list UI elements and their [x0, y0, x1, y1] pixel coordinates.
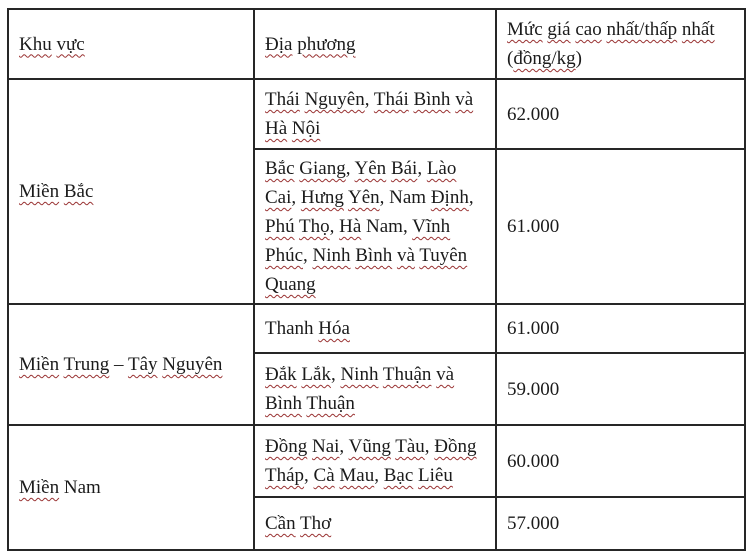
table-row — [8, 304, 745, 353]
spellcheck-word: Thọ — [299, 216, 330, 237]
locality-cell: Thanh Hóa — [254, 304, 496, 353]
spellcheck-word: và — [436, 364, 455, 385]
spellcheck-word: Khu — [19, 33, 52, 55]
price-cell: 57.000 — [496, 497, 745, 550]
price-table — [7, 8, 746, 551]
region-cell: Miền Trung – Tây Nguyên — [8, 304, 254, 425]
spellcheck-word: và — [455, 89, 474, 110]
spellcheck-word: Thái — [373, 89, 409, 110]
price-cell: 61.000 — [496, 304, 745, 353]
spellcheck-word: Phú — [265, 216, 295, 237]
spellcheck-word: Yên — [354, 158, 387, 179]
spellcheck-word: Tháp — [265, 465, 305, 486]
spellcheck-word: Đắk — [265, 364, 297, 385]
header-price: Mức giá cao nhất/thấp nhất (đồng/kg) — [496, 9, 745, 79]
spellcheck-word: Tàu — [395, 436, 425, 457]
spellcheck-word: Thái — [265, 89, 300, 110]
spellcheck-word: Đồng — [434, 436, 477, 457]
spellcheck-word: Miền — [19, 181, 60, 202]
spellcheck-word: Cần — [265, 513, 296, 534]
spellcheck-word: Bình — [413, 89, 451, 110]
spellcheck-word: Mau — [339, 465, 375, 486]
spellcheck-word: cao — [575, 19, 602, 40]
spellcheck-word: Ninh — [312, 245, 351, 266]
spellcheck-word: Ninh — [340, 364, 379, 385]
spellcheck-word: Lắk — [301, 364, 331, 385]
spellcheck-word: Vũng — [348, 436, 391, 457]
spellcheck-word: Bình — [265, 393, 302, 414]
spellcheck-word: Miền — [19, 354, 60, 375]
spellcheck-word: Bạc — [383, 465, 414, 486]
price-cell: 59.000 — [496, 353, 745, 425]
spellcheck-word: Bắc — [265, 158, 295, 179]
spellcheck-word: Thơ — [300, 513, 332, 534]
region-cell: Miền Nam — [8, 425, 254, 550]
table-header-row — [8, 9, 745, 79]
spellcheck-word: Vĩnh — [412, 216, 451, 237]
header-region — [8, 9, 254, 79]
price-cell: 61.000 — [496, 149, 745, 304]
locality-cell: Bắc Giang, Yên Bái, Lào Cai, Hưng Yên, Nam Định, Phú Thọ, Hà Nam, Vĩnh Phúc, Ninh Bình và Tuyên Quang — [254, 149, 496, 304]
locality-cell: Thái Nguyên, Thái Bình và Hà Nội — [254, 79, 496, 149]
spellcheck-word: Tuyên — [419, 245, 468, 266]
spellcheck-word: Nội — [291, 118, 321, 139]
spellcheck-word: Hà — [265, 118, 288, 139]
locality-cell: Đắk Lắk, Ninh Thuận và Bình Thuận — [254, 353, 496, 425]
spellcheck-word: Phúc — [265, 245, 303, 266]
spellcheck-word: Nai — [311, 436, 340, 457]
spellcheck-word: Hà — [339, 216, 362, 237]
spellcheck-word: Lào — [426, 158, 457, 179]
spellcheck-word: Hưng — [300, 187, 344, 208]
spellcheck-word: nhất — [681, 19, 715, 40]
table-row — [8, 79, 745, 149]
spellcheck-word: Giang — [299, 158, 346, 179]
spellcheck-word: đồng/kg — [513, 48, 576, 69]
spellcheck-word: Miền — [19, 477, 60, 498]
spellcheck-word: Bắc — [63, 181, 94, 202]
header-locality — [254, 9, 496, 79]
spellcheck-word: Thuận — [382, 364, 432, 385]
locality-cell: Đồng Nai, Vũng Tàu, Đồng Tháp, Cà Mau, Bạc Liêu — [254, 425, 496, 497]
spellcheck-word: Cà — [313, 465, 335, 486]
spellcheck-word: Bình — [355, 245, 393, 266]
spellcheck-word: giá — [547, 19, 571, 40]
spellcheck-word: Yên — [347, 187, 380, 208]
spellcheck-word: Địa — [265, 33, 293, 55]
spellcheck-word: phương — [297, 33, 356, 55]
spellcheck-word: Định — [430, 187, 469, 208]
spellcheck-word: Nguyên — [304, 89, 365, 110]
price-cell: 62.000 — [496, 79, 745, 149]
spellcheck-word: Hóa — [318, 318, 350, 339]
spellcheck-word: Thuận — [306, 393, 355, 414]
spellcheck-word: vực — [56, 33, 85, 55]
price-cell: 60.000 — [496, 425, 745, 497]
spellcheck-word: Mức — [507, 19, 543, 40]
spellcheck-word: nhất/thấp — [606, 19, 678, 40]
spellcheck-word: Cai — [265, 187, 292, 208]
spellcheck-word: và — [396, 245, 415, 266]
spellcheck-word: Tây — [127, 354, 158, 375]
region-cell — [8, 79, 254, 304]
spellcheck-word: Trung — [63, 354, 110, 375]
spellcheck-word: Liêu — [418, 465, 453, 486]
table-row — [8, 425, 745, 497]
spellcheck-word: Nguyên — [162, 354, 223, 375]
locality-cell — [254, 497, 496, 550]
spellcheck-word: Đồng — [265, 436, 308, 457]
table-body — [8, 79, 745, 550]
spellcheck-word: Quang — [265, 274, 316, 295]
spellcheck-word: Bái — [390, 158, 418, 179]
